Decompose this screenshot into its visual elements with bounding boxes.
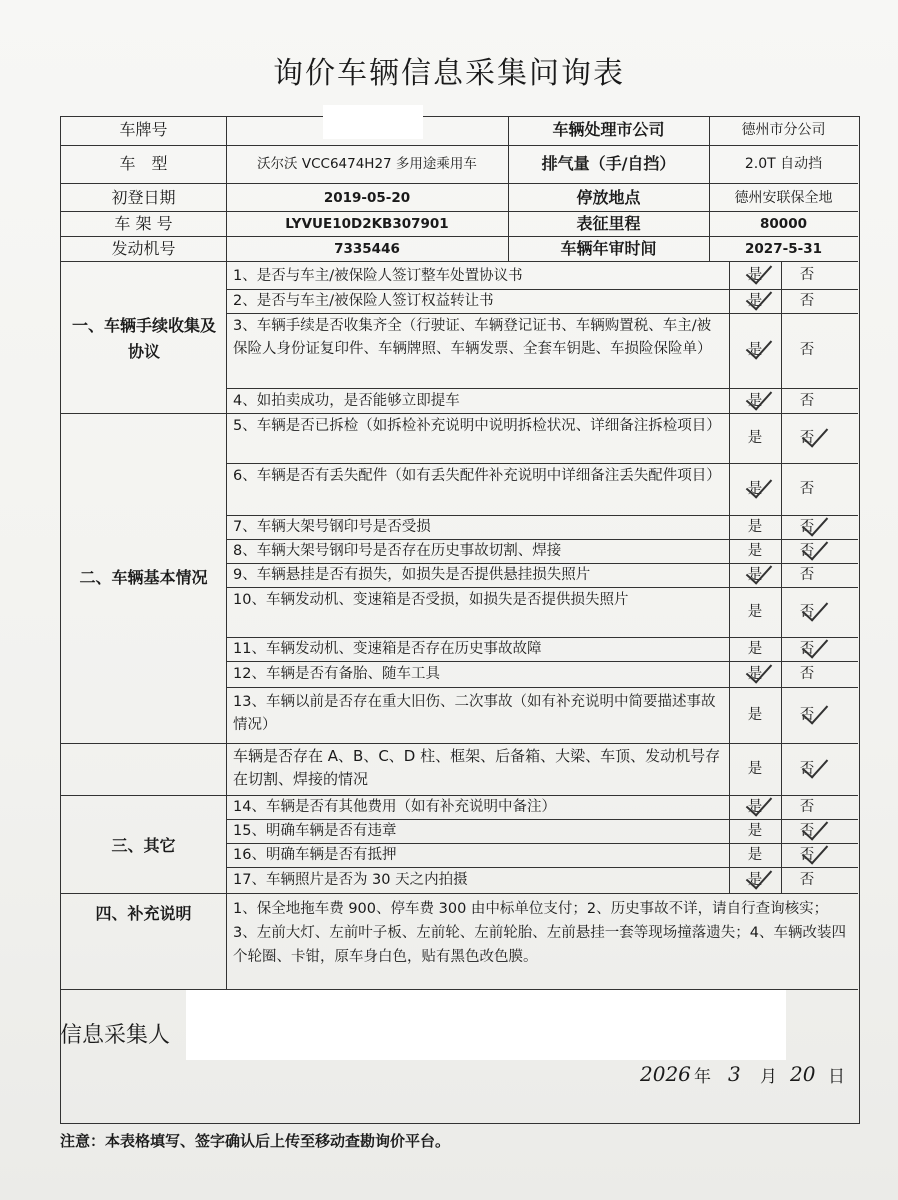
question-12: 12、车辆是否有备胎、随车工具 [233,666,440,682]
section-3-title: 三、其它 [111,836,176,855]
no-option-7[interactable]: 否 [799,519,815,535]
no-option-1[interactable]: 否 [799,267,815,283]
yes-option-12[interactable]: 是 [747,666,763,682]
yes-option-3[interactable]: 是 [747,342,763,358]
yes-option-17[interactable]: 是 [747,847,763,863]
question-17: 17、车辆照片是否为 30 天之内拍摄 [233,872,468,888]
sign-day-unit: 日 [828,1067,845,1087]
no-option-2[interactable]: 否 [799,293,815,309]
section-1-title: 一、车辆手续收集及协议 [71,316,216,361]
model-value: 沃尔沃 VCC6474H27 多用途乘用车 [257,156,477,172]
supplement-text: 1、保全地拖车费 900、停车费 300 由中标单位支付；2、历史事故不详，请自行查询核实；3、左前大灯、左前叶子板、左前轮、左前轮胎、左前悬挂一套等现场撞落遗失；4、车辆改装四个轮圈、卡钳，原车身白色，贴有黑色改色膜。 [233,901,846,965]
no-option-14[interactable]: 否 [799,761,815,777]
question-5: 5、车辆是否已拆检（如拆检补充说明中说明拆检状况、详细备注拆检项目） [233,418,721,434]
yes-option-18[interactable]: 是 [747,872,763,888]
no-option-13[interactable]: 否 [799,707,815,723]
yes-option-5[interactable]: 是 [747,430,763,446]
no-option-8[interactable]: 否 [799,543,815,559]
question-6: 6、车辆是否有丢失配件（如有丢失配件补充说明中详细备注丢失配件项目） [233,468,721,484]
yes-option-16[interactable]: 是 [747,823,763,839]
yes-option-11[interactable]: 是 [747,641,763,657]
sign-month: 3 [728,1062,741,1086]
no-option-4[interactable]: 否 [799,393,815,409]
question-8: 8、车辆大架号钢印号是否存在历史事故切割、焊接 [233,543,562,559]
yes-option-15[interactable]: 是 [747,799,763,815]
model-label: 车 型 [119,154,168,173]
no-option-10[interactable]: 否 [799,604,815,620]
section-4-title: 四、补充说明 [95,904,192,923]
no-option-18[interactable]: 否 [799,872,815,888]
no-option-11[interactable]: 否 [799,641,815,657]
reg-date-value: 2019-05-20 [323,190,411,206]
question-10: 10、车辆发动机、变速箱是否受损，如损失是否提供损失照片 [233,592,629,608]
inspection-label: 车辆年审时间 [560,239,657,258]
yes-option-10[interactable]: 是 [747,604,763,620]
footer-note: 注意：本表格填写、签字确认后上传至移动查勘询价平台。 [60,1132,451,1150]
collector-label: 信息采集人 [60,1023,171,1048]
no-option-6[interactable]: 否 [799,481,815,497]
question-pillar: 车辆是否存在 A、B、C、D 柱、框架、后备箱、大梁、车顶、发动机号存在切割、焊接的情况 [233,747,721,788]
no-option-16[interactable]: 否 [799,823,815,839]
yes-option-6[interactable]: 是 [747,481,763,497]
question-4: 4、如拍卖成功，是否能够立即提车 [233,393,460,409]
sign-day: 20 [790,1062,816,1086]
question-14: 14、车辆是否有其他费用（如有补充说明中备注） [233,799,556,815]
inquiry-form-table [60,116,860,1124]
no-option-15[interactable]: 否 [799,799,815,815]
no-option-12[interactable]: 否 [799,666,815,682]
no-option-17[interactable]: 否 [799,847,815,863]
question-9: 9、车辆悬挂是否有损失，如损失是否提供悬挂损失照片 [233,567,591,583]
yes-option-13[interactable]: 是 [747,707,763,723]
yes-option-1[interactable]: 是 [747,267,763,283]
vin-value: LYVUE10D2KB307901 [285,216,449,232]
sign-year-unit: 年 [694,1067,711,1087]
question-2: 2、是否与车主/被保险人签订权益转让书 [233,293,494,309]
no-option-3[interactable]: 否 [799,342,815,358]
engine-value: 7335446 [334,241,400,257]
yes-option-2[interactable]: 是 [747,293,763,309]
question-11: 11、车辆发动机、变速箱是否存在历史事故故障 [233,641,542,657]
engine-label: 发动机号 [111,239,176,258]
question-1: 1、是否与车主/被保险人签订整车处置协议书 [233,268,523,284]
mileage-label: 表征里程 [576,214,641,233]
question-16: 16、明确车辆是否有抵押 [233,847,397,863]
collector-redaction [186,990,786,1060]
parking-value: 德州安联保全地 [734,190,833,206]
question-15: 15、明确车辆是否有违章 [233,823,397,839]
sign-year: 2026 [640,1062,691,1086]
question-13: 13、车辆以前是否存在重大旧伤、二次事故（如有补充说明中简要描述事故情况） [233,694,716,733]
yes-option-4[interactable]: 是 [747,393,763,409]
yes-option-8[interactable]: 是 [747,543,763,559]
question-7: 7、车辆大架号钢印号是否受损 [233,519,431,535]
plate-label: 车牌号 [119,120,168,139]
company-label: 车辆处理市公司 [552,120,665,139]
mileage-value: 80000 [760,216,807,232]
yes-option-9[interactable]: 是 [747,567,763,583]
inspection-value: 2027-5-31 [745,241,822,257]
reg-date-label: 初登日期 [111,188,176,207]
no-option-5[interactable]: 否 [799,430,815,446]
sign-month-unit: 月 [760,1067,777,1087]
company-value: 德州市分公司 [741,122,826,138]
displacement-value: 2.0T 自动挡 [744,156,823,172]
vin-label: 车 架 号 [114,214,173,233]
plate-redaction [323,105,423,139]
displacement-label: 排气量（手/自挡） [541,154,676,173]
yes-option-7[interactable]: 是 [747,519,763,535]
yes-option-14[interactable]: 是 [747,761,763,777]
no-option-9[interactable]: 否 [799,567,815,583]
parking-label: 停放地点 [576,188,641,207]
form-title: 询价车辆信息采集问询表 [273,56,625,91]
question-3: 3、车辆手续是否收集齐全（行驶证、车辆登记证书、车辆购置税、车主/被保险人身份证复印件、车辆牌照、车辆发票、全套车钥匙、车损险保险单） [233,318,712,357]
section-2-title: 二、车辆基本情况 [79,568,208,587]
